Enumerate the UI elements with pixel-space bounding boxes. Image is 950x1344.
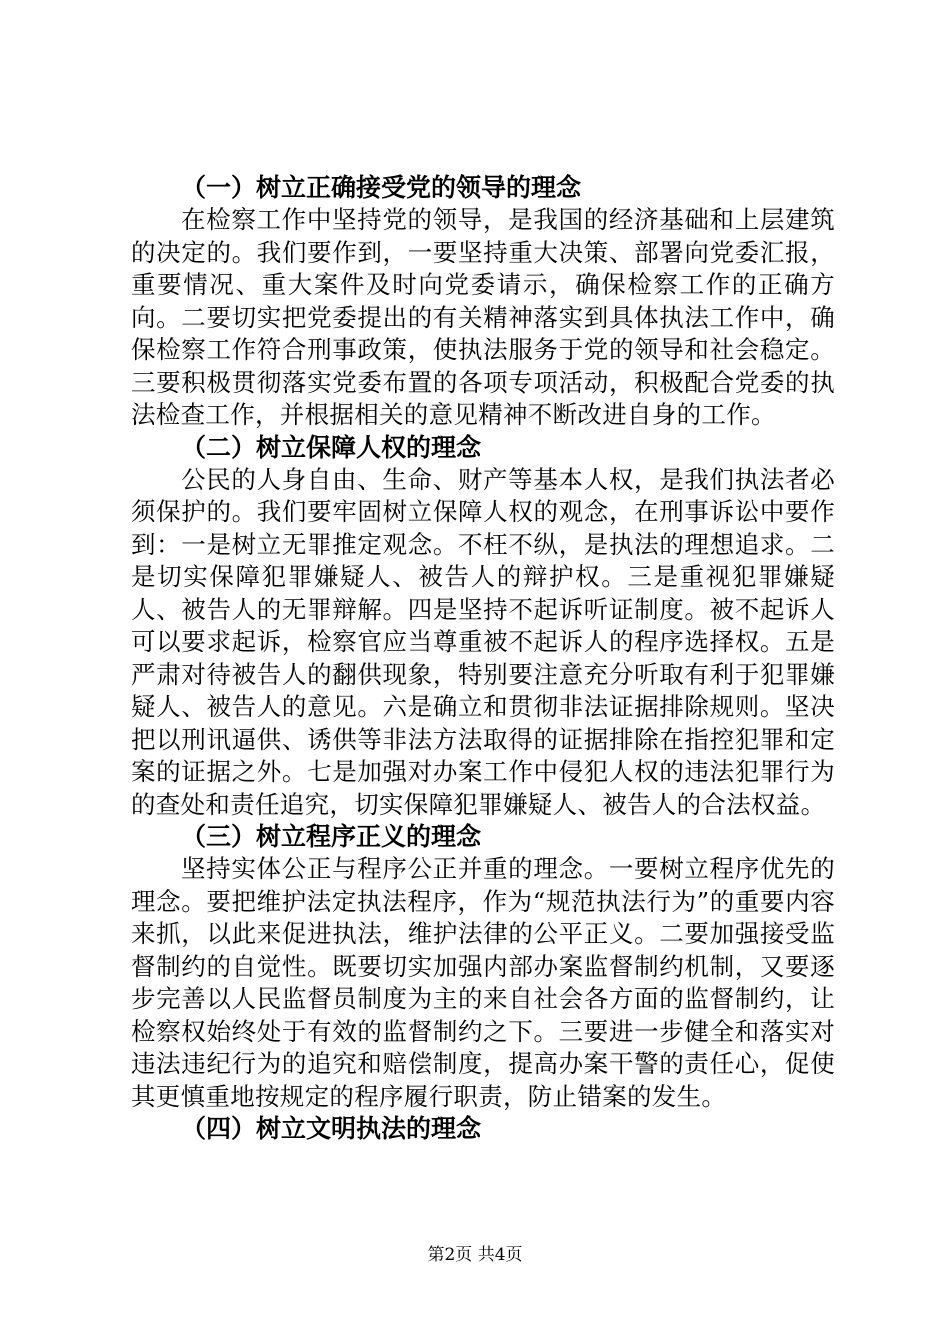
page-footer: 第2页 共4页: [427, 1245, 523, 1265]
section-2-paragraph: 公民的人身自由、生命、财产等基本人权，是我们执法者必须保护的。我们要牢固树立保障人权的观念，在刑事诉讼中要作到：一是树立无罪推定观念。不枉不纵，是执法的理想追求。二是切实保障犯罪嫌疑人、被告人的辩护权。三是重视犯罪嫌疑人、被告人的无罪辩解。四是坚持不起诉听证制度。被不起诉人可以要求起诉，检察官应当尊重被不起诉人的程序选择权。五是严肃对待被告人的翻供现象，特别要注意充分听取有利于犯罪嫌疑人、被告人的意见。六是确立和贯彻非法证据排除规则。坚决把以刑讯逼供、诱供等非法方法取得的证据排除在指控犯罪和定案的证据之外。七是加强对办案工作中侵犯人权的违法犯罪行为的查处和责任追究，切实保障犯罪嫌疑人、被告人的合法权益。: [131, 464, 835, 819]
section-1-heading: （一）树立正确接受党的领导的理念: [181, 173, 582, 202]
section-1-paragraph: 在检察工作中坚持党的领导，是我国的经济基础和上层建筑的决定的。我们要作到，一要坚持重大决策、部署向党委汇报，重要情况、重大案件及时向党委请示，确保检察工作的正确方向。二要切实把党委提出的有关精神落实到具体执法工作中，确保检察工作符合刑事政策，使执法服务于党的领导和社会稳定。三要积极贯彻落实党委布置的各项专项活动，积极配合党委的执法检查工作，并根据相关的意见精神不断改进自身的工作。: [131, 205, 835, 429]
section-2-heading: （二）树立保障人权的理念: [181, 432, 482, 462]
document-body: [131, 172, 835, 1145]
section-3-paragraph: 坚持实体公正与程序公正并重的理念。一要树立程序优先的理念。要把维护法定执法程序，作为“规范执法行为”的重要内容来抓，以此来促进执法，维护法律的公平正义。二要加强接受监督制约的自觉性。既要切实加强内部办案监督制约机制，又要逐步完善以人民监督员制度为主的来自社会各方面的监督制约，让检察权始终处于有效的监督制约之下。三要进一步健全和落实对违法违纪行为的追究和赔偿制度，提高办案干警的责任心，促使其更慎重地按规定的程序履行职责，防止错案的发生。: [131, 854, 835, 1111]
section-4-heading: （四）树立文明执法的理念: [181, 1114, 482, 1143]
section-3-heading: （三）树立程序正义的理念: [181, 822, 482, 851]
